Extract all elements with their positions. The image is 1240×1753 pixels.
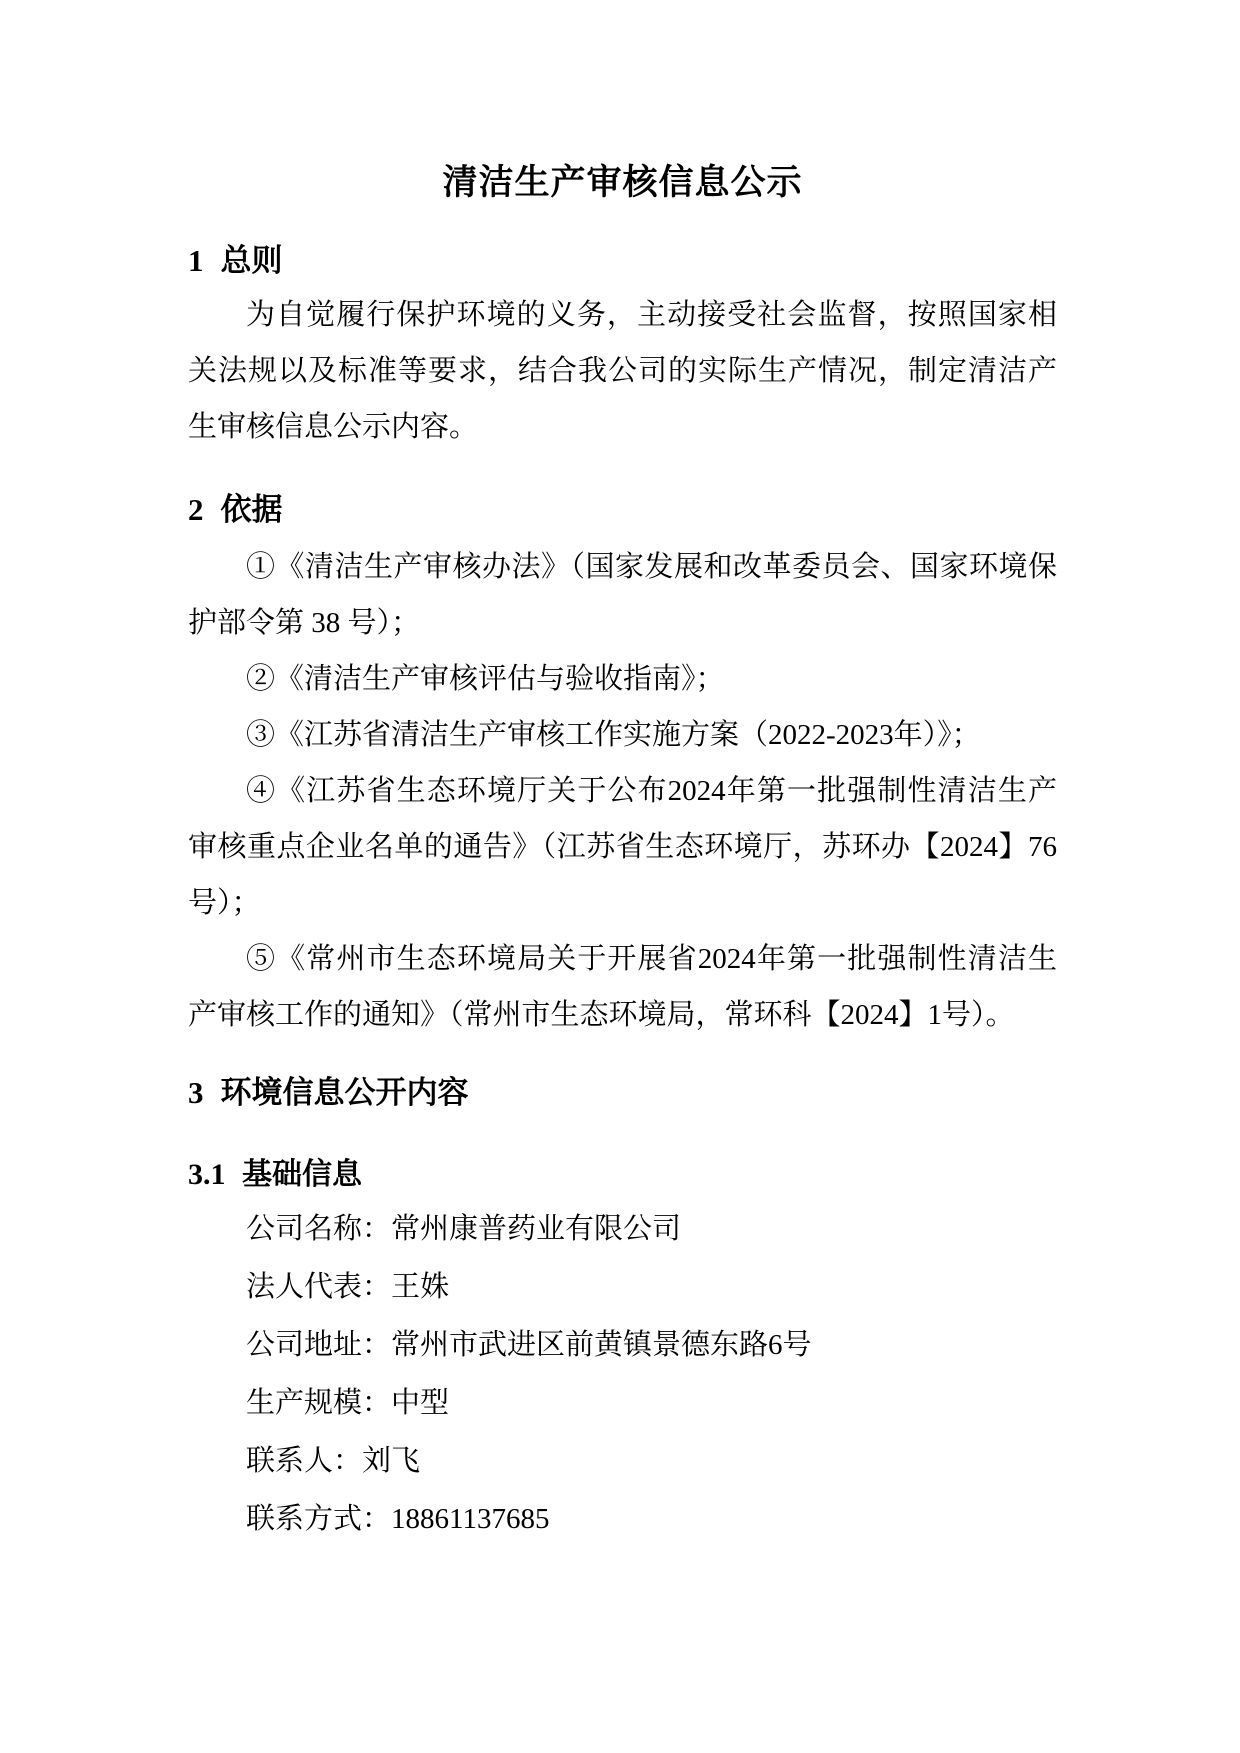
document-title: 清洁生产审核信息公示 <box>442 163 803 202</box>
legal-representative-line <box>188 1258 1057 1316</box>
legal-representative-label: 法人代表： <box>246 1271 392 1303</box>
basis-item-5: ⑤《常州市生态环境局关于开展省2024年第一批强制性清洁生产审核工作的通知》（常州市生态环境局，常环科【2024】1号）。 <box>188 943 1057 1031</box>
subsection-3-1-number: 3.1 <box>188 1158 226 1191</box>
section-1-heading <box>188 239 1057 283</box>
section-3-number: 3 <box>188 1075 204 1110</box>
section-2-heading <box>188 488 1057 532</box>
legal-representative-value: 王姝 <box>391 1271 450 1303</box>
contact-phone-label: 联系方式： <box>246 1503 392 1535</box>
contact-phone-line <box>188 1490 1057 1548</box>
section-2-label: 依据 <box>220 492 283 527</box>
contact-person-line <box>188 1432 1057 1490</box>
section-2-number: 2 <box>188 492 204 527</box>
contact-person-value: 刘飞 <box>362 1445 421 1477</box>
section-3-heading <box>188 1071 1057 1115</box>
basic-info-list <box>188 1200 1057 1548</box>
company-address-label: 公司地址： <box>246 1329 392 1361</box>
basis-item-2: ②《清洁生产审核评估与验收指南》； <box>246 663 725 695</box>
section-1-label: 总则 <box>220 243 283 278</box>
section-1-paragraph: 为自觉履行保护环境的义务，主动接受社会监督，按照国家相关法规以及标准等要求，结合我公司的实际生产情况，制定清洁产生审核信息公示内容。 <box>188 299 1057 443</box>
basis-item-3: ③《江苏省清洁生产审核工作实施方案（2022-2023年）》； <box>246 719 981 751</box>
company-address-line <box>188 1316 1057 1374</box>
production-scale-line <box>188 1374 1057 1432</box>
basis-list <box>188 539 1057 1043</box>
company-name-value: 常州康普药业有限公司 <box>391 1213 682 1245</box>
contact-phone-value: 18861137685 <box>391 1503 550 1535</box>
company-address-value: 常州市武进区前黄镇景德东路6号 <box>391 1329 812 1361</box>
basis-item-1: ①《清洁生产审核办法》（国家发展和改革委员会、国家环境保护部令第 38 号）； <box>188 551 1057 639</box>
section-3-label: 环境信息公开内容 <box>220 1075 469 1110</box>
subsection-3-1-heading <box>188 1153 1057 1197</box>
subsection-3-1-label: 基础信息 <box>242 1158 362 1191</box>
company-name-label: 公司名称： <box>246 1213 392 1245</box>
production-scale-label: 生产规模： <box>246 1387 392 1419</box>
company-name-line <box>188 1200 1057 1258</box>
production-scale-value: 中型 <box>391 1387 450 1419</box>
contact-person-label: 联系人： <box>246 1445 363 1477</box>
section-1-number: 1 <box>188 243 204 278</box>
basis-item-4: ④《江苏省生态环境厅关于公布2024年第一批强制性清洁生产审核重点企业名单的通告》（江苏省生态环境厅，苏环办【2024】76号）； <box>188 775 1057 919</box>
